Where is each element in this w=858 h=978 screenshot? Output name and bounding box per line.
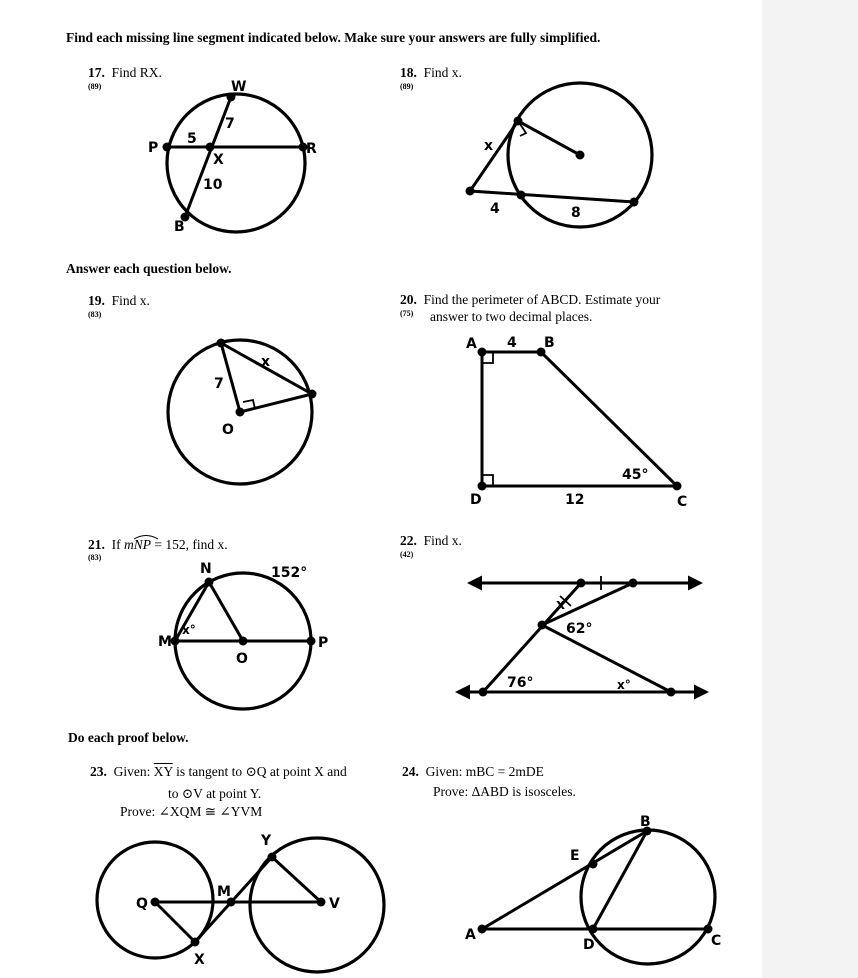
label-x: x: [556, 597, 566, 613]
lesson-ref: (75): [400, 309, 414, 318]
center-o: [236, 408, 245, 417]
point-a: [478, 348, 487, 357]
label-d: D: [583, 937, 595, 953]
point-y: [268, 853, 277, 862]
problem-number: 17.: [88, 65, 105, 80]
point-middle: [538, 621, 547, 630]
label-x: x: [261, 354, 271, 370]
label-d: D: [470, 492, 482, 508]
lesson-ref: (89): [88, 82, 102, 91]
label-x: X: [194, 952, 205, 968]
problem-23-prove: Prove: ∠XQM ≅ ∠YVM: [120, 804, 263, 819]
figure-23: [97, 833, 384, 972]
point-bottom-right: [667, 688, 676, 697]
lesson-ref: (83): [88, 310, 102, 319]
label-b: B: [544, 335, 555, 351]
problem-23-line2: to ⊙V at point Y.: [168, 786, 262, 801]
label-n: N: [200, 561, 212, 577]
label-p: P: [318, 635, 329, 651]
given-text: Given: mBC = 2mDE: [425, 764, 544, 779]
label-12: 12: [565, 492, 585, 508]
radius-qx: [155, 902, 195, 942]
lesson-ref: (89): [400, 82, 414, 91]
problem-number: 22.: [400, 533, 417, 548]
center: [576, 151, 585, 160]
section-heading-2: Answer each question below.: [66, 261, 232, 276]
tangent-point: [514, 117, 523, 126]
problem-text: Find x.: [423, 533, 462, 548]
point-p: [307, 637, 316, 646]
problem-text-post: = 152, find x.: [151, 537, 228, 552]
label-76: 76°: [507, 675, 534, 691]
figure-17: [148, 79, 317, 235]
point-bottom-left: [479, 688, 488, 697]
section-heading-3: Do each proof below.: [68, 730, 189, 745]
center-q: [151, 898, 160, 907]
point-x: [206, 143, 215, 152]
label-8: 8: [571, 205, 581, 221]
label-10: 10: [203, 177, 223, 193]
figure-24: [465, 814, 721, 964]
circle: [581, 830, 715, 964]
problem-text-pre: If: [111, 537, 124, 552]
label-5: 5: [187, 131, 197, 147]
label-c: C: [711, 933, 722, 949]
radius-vy: [272, 857, 321, 902]
problem-number: 19.: [88, 293, 105, 308]
label-45deg: 45°: [622, 467, 649, 483]
point-top-right: [629, 579, 638, 588]
secant-far: [630, 198, 639, 207]
label-7: 7: [214, 376, 224, 392]
problem-text: Find x.: [423, 65, 462, 80]
problem-text-line1: Find the perimeter of ABCD. Estimate your: [423, 292, 661, 307]
label-r: R: [306, 141, 317, 157]
label-m: M: [217, 884, 231, 900]
secant-near: [517, 191, 526, 200]
chord-point-top: [217, 339, 226, 348]
arc-np-text: mNP: [124, 537, 151, 552]
label-o: O: [236, 651, 248, 667]
trapezoid-abcd: [482, 352, 677, 486]
label-x: x: [484, 138, 494, 154]
external-point: [466, 187, 475, 196]
label-7: 7: [225, 116, 235, 132]
problem-text: Find RX.: [111, 65, 162, 80]
label-a: A: [466, 336, 477, 352]
point-d: [478, 482, 487, 491]
problem-24-prove: Prove: ΔABD is isosceles.: [433, 784, 576, 799]
point-n: [205, 578, 214, 587]
point-p: [163, 143, 172, 152]
given-pre: Given:: [113, 764, 154, 779]
label-q: Q: [136, 896, 148, 912]
tangent-x: [470, 121, 518, 191]
label-b: B: [640, 814, 651, 830]
given-post: is tangent to ⊙Q at point X and: [172, 764, 347, 779]
radius-on: [209, 582, 243, 641]
radius: [518, 121, 580, 155]
chord-point-right: [308, 390, 317, 399]
label-a: A: [465, 927, 476, 943]
problem-20-text-line2: answer to two decimal places.: [430, 309, 593, 324]
label-c: C: [677, 494, 688, 510]
point-d: [589, 925, 598, 934]
point-x: [191, 938, 200, 947]
label-w: W: [231, 79, 247, 95]
label-62: 62°: [566, 621, 593, 637]
label-152: 152°: [271, 565, 308, 581]
figure-19: [168, 339, 317, 485]
problem-number: 24.: [402, 764, 419, 779]
label-m: M: [158, 634, 172, 650]
point-top-left: [577, 579, 586, 588]
label-x-angle: x°: [182, 623, 196, 637]
figure-18: [466, 83, 653, 227]
chord-wb: [185, 97, 231, 217]
label-x-angle: x°: [617, 678, 631, 692]
problem-number: 20.: [400, 292, 417, 307]
label-b: B: [174, 219, 185, 235]
label-p: P: [148, 140, 159, 156]
secant-ab: [482, 831, 647, 929]
problem-number: 18.: [400, 65, 417, 80]
section-heading-1: Find each missing line segment indicated below. Make sure your answers are fully simplified.: [66, 30, 601, 45]
label-4: 4: [490, 201, 500, 217]
label-x: X: [213, 152, 224, 168]
problem-number: 21.: [88, 537, 105, 552]
label-y: Y: [261, 833, 272, 849]
point-e: [589, 860, 598, 869]
label-o: O: [222, 422, 234, 438]
segment-xy: $\overline{XY}$: [153, 764, 173, 779]
center-o: [239, 637, 248, 646]
figure-22: [458, 576, 706, 697]
figure-20: [466, 335, 687, 510]
center-v: [317, 898, 326, 907]
figure-21: [158, 561, 328, 709]
problem-number: 23.: [90, 764, 107, 779]
lesson-ref: (83): [88, 553, 102, 562]
label-4: 4: [507, 335, 517, 351]
radius: [240, 394, 312, 412]
point-a: [478, 925, 487, 934]
problem-text: Find x.: [111, 293, 150, 308]
label-v: V: [329, 896, 340, 912]
lesson-ref: (42): [400, 550, 414, 559]
point-c: [673, 482, 682, 491]
segment-to-bottom: [542, 625, 671, 692]
label-e: E: [570, 848, 580, 864]
